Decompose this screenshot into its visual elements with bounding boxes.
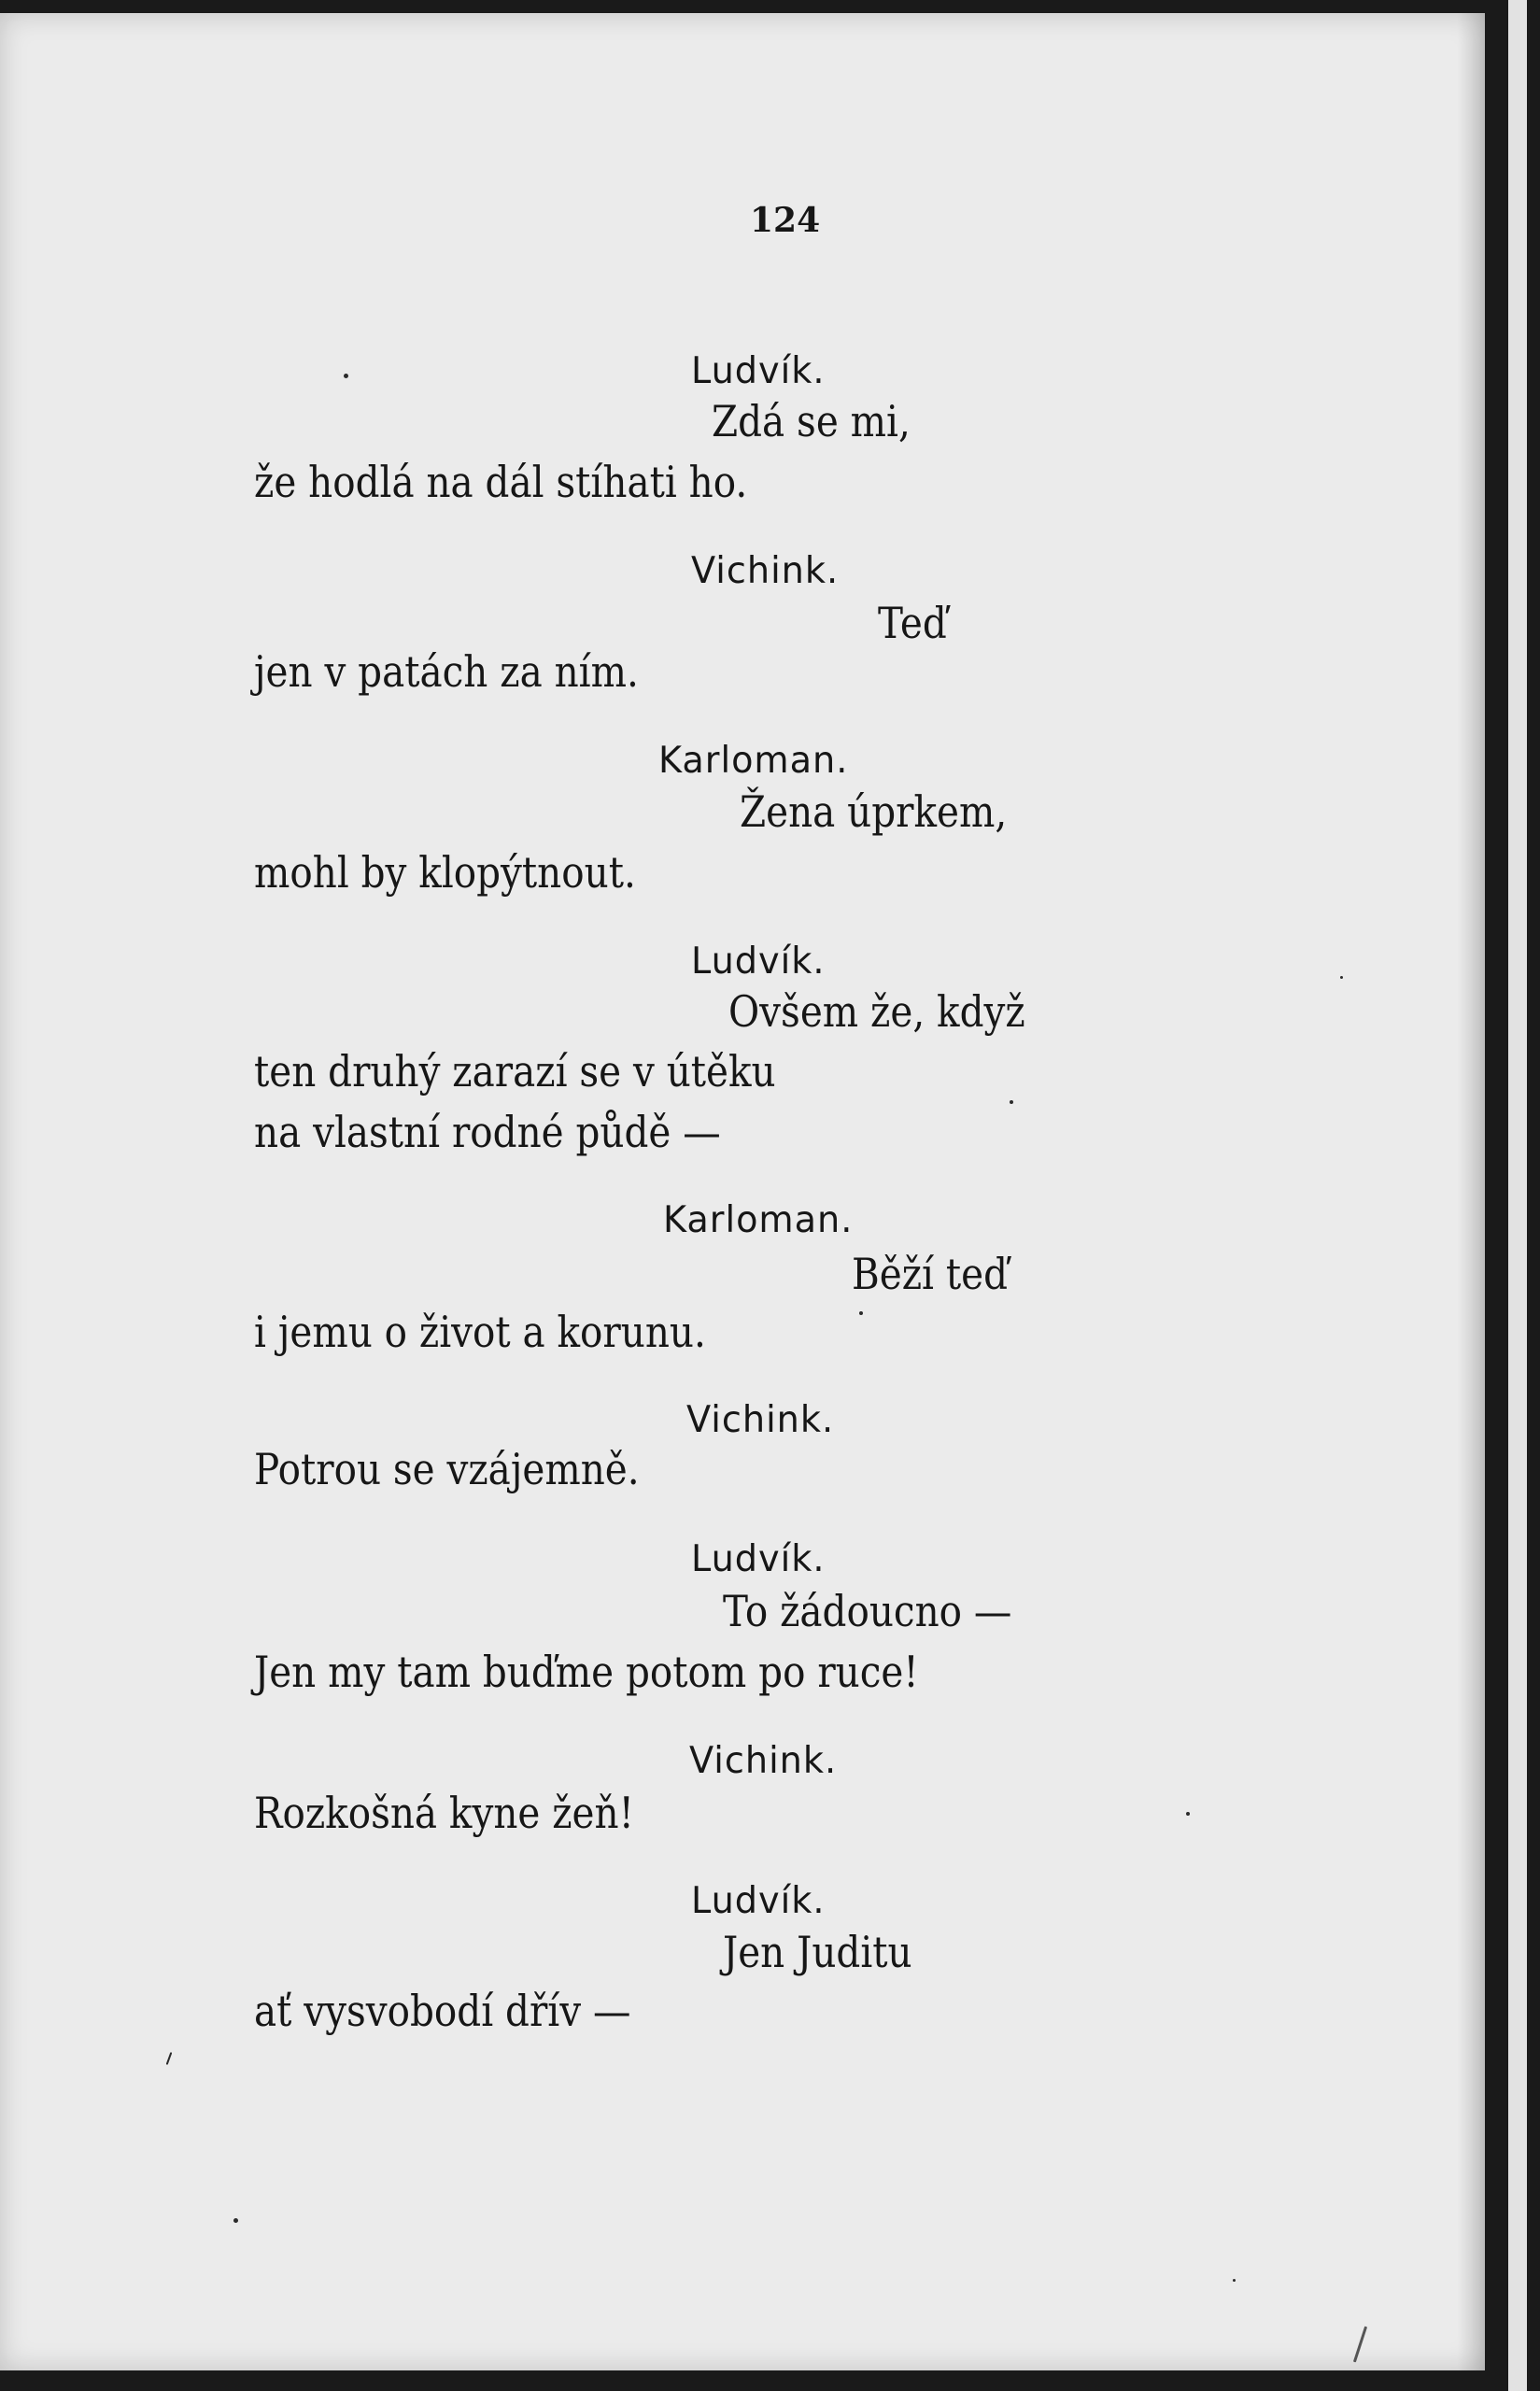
- speaker-name: Ludvík.: [691, 1538, 826, 1580]
- verse-line: Rozkošná kyne žeň!: [254, 1788, 634, 1838]
- speaker-name: Karloman.: [658, 740, 849, 782]
- verse-line: Jen my tam buďme potom po ruce!: [254, 1647, 919, 1697]
- verse-line: Ovšem že, když: [728, 986, 1025, 1037]
- verse-line: Žena úprkem,: [740, 786, 1008, 837]
- verse-line: ten druhý zarazí se v útěku: [254, 1046, 776, 1096]
- scan-speck: [1186, 1812, 1190, 1816]
- speaker-name: Vichink.: [691, 550, 840, 592]
- speaker-name: Ludvík.: [691, 350, 826, 392]
- scan-speck: [1010, 1100, 1013, 1104]
- verse-line: i jemu o život a korunu.: [254, 1307, 706, 1357]
- scan-speck: [1233, 2279, 1236, 2282]
- speaker-name: Ludvík.: [691, 1880, 826, 1922]
- verse-line: mohl by klopýtnout.: [254, 847, 636, 898]
- speaker-name: Vichink.: [689, 1740, 838, 1782]
- verse-line: Běží teď: [852, 1249, 1008, 1299]
- speaker-name: Vichink.: [686, 1399, 835, 1441]
- page-edge-shadow: [1457, 13, 1485, 2370]
- verse-line: že hodlá na dál stíhati ho.: [254, 457, 748, 507]
- verse-line: Potrou se vzájemně.: [254, 1444, 640, 1494]
- scan-speck: [859, 1311, 863, 1315]
- verse-line: Jen Juditu: [723, 1927, 912, 1977]
- scan-speck: [233, 2218, 238, 2223]
- verse-line: na vlastní rodné půdě —: [254, 1107, 721, 1157]
- page-number: 124: [750, 201, 821, 240]
- verse-line: Zdá se mi,: [712, 396, 911, 446]
- scan-speck: [1340, 976, 1343, 979]
- adjacent-page-edge: [1508, 0, 1527, 2391]
- verse-line: ať vysvobodí dřív —: [254, 1986, 631, 2036]
- verse-line: To žádoucno —: [723, 1586, 1012, 1636]
- verse-line: Teď: [878, 598, 947, 648]
- speaker-name: Karloman.: [663, 1199, 854, 1241]
- scan-speck: [344, 374, 348, 378]
- speaker-name: Ludvík.: [691, 941, 826, 983]
- verse-line: jen v patách za ním.: [254, 646, 639, 697]
